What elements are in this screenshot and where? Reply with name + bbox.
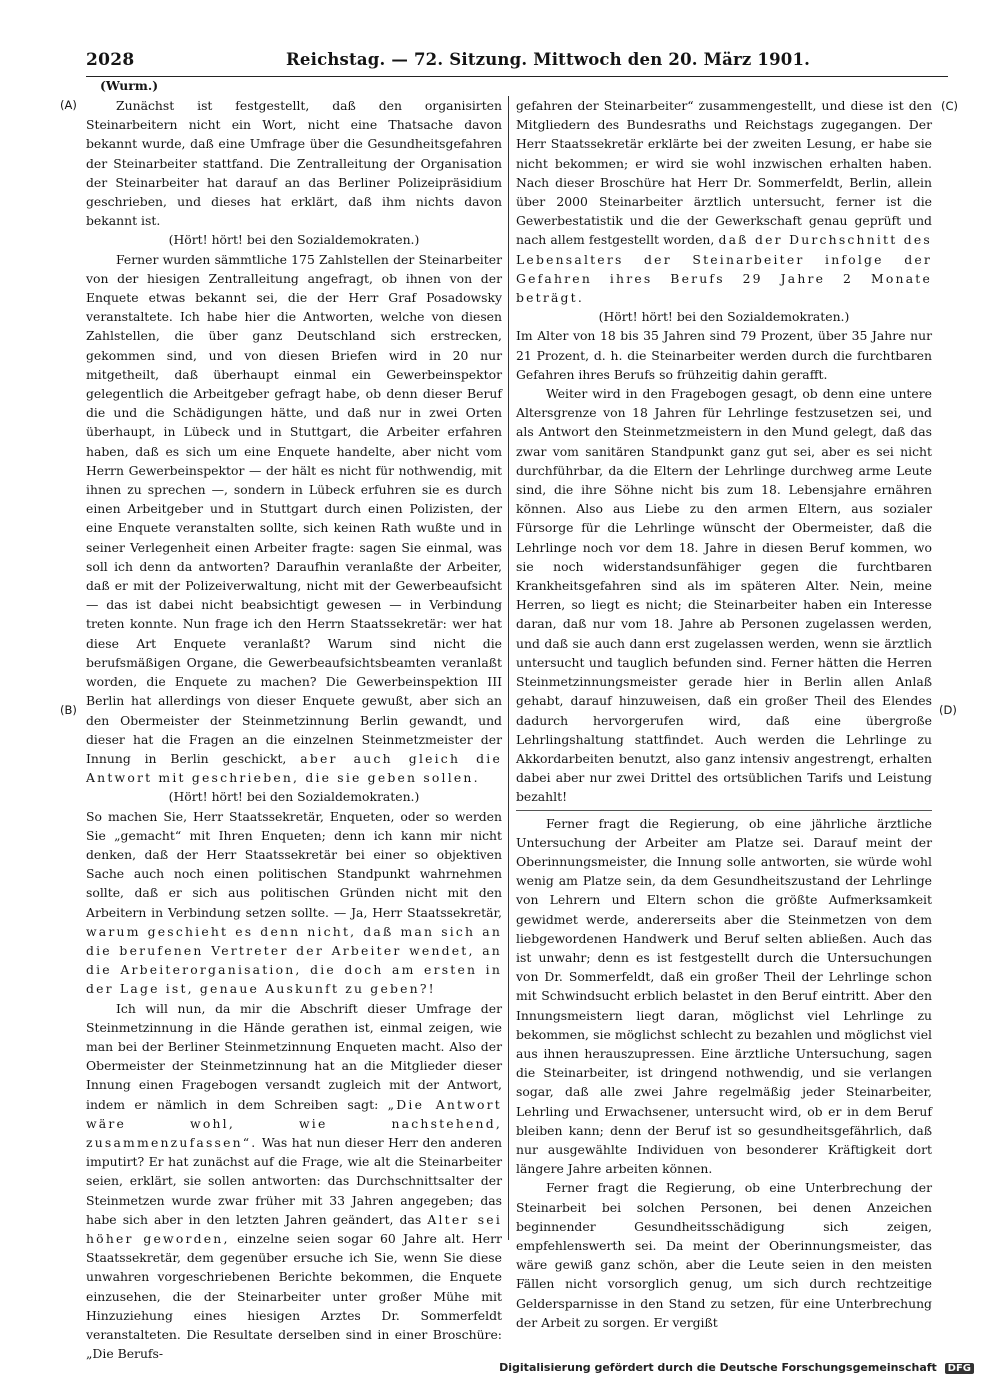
right-column (516, 96, 932, 1332)
margin-marker-d: (D) (939, 703, 957, 717)
paragraph-text: So machen Sie, Herr Staatssekretär, Enqueten, oder so werden Sie „gemacht“ mit Ihren Enqueten; denn ich kann mir nicht denken, daß der Herr Staatssekretär bei einer so objektiven Sache auch noch einen politischen Standpunkt wahrnehmen sollte, daß er sich aus politischen Gründen nicht mit den Arbeitern in Verbindung setzen sollte. — Ja, Herr Staatssekretär, (86, 808, 502, 920)
margin-marker-a: (A) (60, 98, 77, 112)
margin-marker-c: (C) (941, 99, 959, 113)
paragraph: Ferner fragt die Regierung, ob eine jährliche ärztliche Untersuchung der Arbeiter am Platze sei. Darauf meint der Oberinnungsmeister, die Innung solle antworten, sie würde wohl wenig am Platze sein, da dem Gesundheitszustand der Lehrlinge von Lehrern und Eltern schon die größte Aufmerksamkeit gewidmet werde, andererseits aber die Steinmetzen von dem liebgewordenen Handwerk und Beruf selten abließen. Auch das ist unwahr; denn es ist festgestellt durch die Untersuchungen von Dr. Sommerfeldt, daß ein großer Theil der Lehrlinge schon mit Schwindsucht erblich belastet in den Beruf eintritt. Aber den Innungsmeistern liegt daran, möglichst viel Lehrlinge zu bekommen, sie möglichst schlecht zu bezahlen und möglichst viel aus ihnen herauszupressen. Eine ärztliche Untersuchung, sagen die Steinarbeiter, ist dringend nothwendig, und sie verlangen sogar, daß alle zwei Jahre regelmäßig jeder Steinarbeiter, Lehrling und Erwachsener, untersucht wird, ob er in dem Beruf bleiben kann; denn der Beruf ist so gesundheitsgefährlich, daß nur ausgewählte Individuen von besonderer Kräftigkeit dort längere Jahre arbeiten können. (516, 815, 932, 1177)
column-divider (508, 96, 509, 1240)
paragraph: Zunächst ist festgestellt, daß den organisirten Steinarbeitern nicht ein Wort, nicht eine Thatsache davon bekannt wurde, daß eine Umfrage über die Gesundheitsgefahren der Steinarbeiter stattfand. Die Zentralleitung der Organisation der Steinarbeiter hat darauf an das Berliner Polizeipräsidium geschrieben, und dieses hat erklärt, daß ihm nichts davon bekannt ist. (86, 98, 502, 229)
paragraph-text: Ferner wurden sämmtliche 175 Zahlstellen der Steinarbeiter von der hiesigen Zentralleitung angefragt, ob ihnen von der Enquete etwas bekannt sei, die der Herr Graf Posadowsky veranstaltete. Ich habe hier die Antworten, welche von diesen Zahlstellen, die über ganz Deutschland sich erstrecken, gekommen sind, und von diesen Briefen wird in 20 nur mitgetheilt, daß überhaupt einmal ein Gewerbeinspektor gelegentlich die Arbeitgeber gefragt habe, ob denn dieser Beruf die und die Schädigungen hätte, und daß nur in zwei Orten überhaupt, in Lübeck und in Stuttgart, die Arbeiter erfahren haben, daß es sich um eine Enquete handelte, aber nicht vom Herrn Gewerbeinspektor — der hält es nicht für nothwendig, mit ihnen zu sprechen —, sondern in Lübeck erfuhren sie es durch einen Arbeitgeber und in Stuttgart durch einen Polizisten, der eine Enquete veranstalten sollte, sich keinen Rath wußte und in seiner Verlegenheit einen Arbeiter fragte: sagen Sie einmal, was soll ich denn da antworten? Daraufhin veranlaßte der Arbeiter, daß er mit der Polizeiverwaltung, nicht mit der Gewerbeaufsicht — das ist dabei nicht beabsichtigt gewesen — in Verbindung treten konnte. Nun frage ich den Herrn Staatssekretär: wer hat diese Art Enquete veranlaßt? Warum sind nicht die berufsmäßigen Organe, die Gewerbeaufsichtsbeamten veranlaßt worden, die Enquete zu machen? Die Gewerbeinspektion III Berlin hat allerdings von dieser Enquete gewußt, aber sich an den Obermeister der Steinmetzinnung Berlin gewandt, und dieser hat die Fragen an die einzelnen Steinmetzmeister der Innung in Berlin geschickt, (86, 251, 502, 766)
paragraph-text: Was hat nun dieser Herr den anderen imputirt? Er hat zunächst auf die Frage, wie alt die Steinarbeiter seien, erklärt, sie sollen antworten: das Durchschnittsalter der Steinmetzen wurde zwar früher mit 33 Jahren angegeben; das habe sich aber in den letzten Jahren geändert, das (86, 1134, 502, 1227)
footer-credit (499, 1361, 978, 1374)
running-title: Reichstag. — 72. Sitzung. Mittwoch den 20. März 1901. (286, 50, 811, 69)
paragraph (86, 807, 502, 999)
footer-text: Digitalisierung gefördert durch die Deutsche Forschungsgemeinschaft (499, 1361, 937, 1374)
paragraph: Weiter wird in den Fragebogen gesagt, ob denn eine untere Altersgrenze von 18 Jahren für Lehrlinge festzusetzen sei, und als Antwort den Steinmetzmeistern in den Mund gelegt, daß das zwar vom sanitären Standpunkt ganz gut sei, aber es sei nicht durchführbar, da die Eltern der Lehrlinge durchweg arme Leute sind, die ihre Söhne nicht bis zum 18. Lebensjahre ernähren können. Also aus Liebe zu den armen Eltern, aus sozialer Fürsorge für die Lehrlinge wünscht der Obermeister, daß die Lehrlinge noch vor dem 18. Jahre in diesen Beruf kommen, wo sie noch widerstandsunfähiger gegen die furchtbaren Krankheitsgefahren sind als im späteren Alter. Nein, meine Herren, so liegt es nicht; die Steinarbeiter haben ein Interesse daran, daß nur vom 18. Jahre ab Personen zugelassen werden, und daß sie auch dann erst zugelassen werden, wenn sie ärztlich untersucht und tauglich befunden sind. Ferner hätten die Herren Steinmetzinnungsmeister gerade hier in Berlin allen Anlaß gehabt, darauf hinzuweisen, daß ein großer Theil des Elendes dadurch hervorgerufen wird, daß eine übergroße Lehrlingshaltung stattfindet. Auch werden die Lehrlinge zu Akkordarbeiten benutzt, also ganz intensiv angestrengt, erhalten dabei aber nur zwei Drittel des ortsüblichen Tarifs und Leistung bezahlt! (516, 386, 932, 805)
emphasized-text: aber auch gleich die Antwort mit geschrieben, die sie geben sollen. (86, 750, 502, 786)
section-rule (516, 810, 932, 811)
paragraph (516, 96, 932, 307)
margin-marker-b: (B) (60, 703, 77, 717)
speaker-name: (Wurm.) (100, 78, 159, 93)
interjection: (Hört! hört! bei den Sozialdemokraten.) (168, 789, 420, 805)
interjection: (Hört! hört! bei den Sozialdemokraten.) (168, 232, 420, 248)
emphasized-text: „Die Antwort wäre wohl, wie nachstehend, zusammenzufassen“. (86, 1096, 502, 1150)
header-rule (86, 76, 948, 77)
paragraph-text: gefahren der Steinarbeiter“ zusammengestellt, und diese ist den Mitgliedern des Bundesraths und Reichstags zugegangen. Der Herr Staatssekretär erklärte bei der zweiten Lesung, er habe sie nicht bekommen; er wird sie wohl inzwischen erhalten haben. Nach dieser Broschüre hat Herr Dr. Sommerfeldt, Berlin, allein über 2000 Steinarbeiter ärztlich untersucht, ferner ist die Gewerbestatistik und die der Gewerkschaft genau geprüft und nach allem festgestellt worden, (516, 98, 932, 248)
paragraph: Ferner fragt die Regierung, ob eine Unterbrechung der Steinarbeit bei solchen Personen, bei denen Anzeichen beginnender Gesundheitsschädigung sich zeigen, empfehlenswerth sei. Da meint der Oberinnungsmeister, das wäre gewiß ganz schön, aber die Leute seien in den meisten Fällen nicht vorsorglich genug, um sich durch rechtzeitige Geldersparnisse in den Stand zu setzen, für eine Unterbrechung der Arbeit zu sorgen. Er vergißt (516, 1180, 932, 1330)
dfg-logo-icon: DFG (945, 1363, 974, 1374)
paragraph-text: Ich will nun, da mir die Abschrift dieser Umfrage der Steinmetzinnung in die Hände gerathen ist, einmal zeigen, wie man bei der Berliner Steinmetzinnung Enqueten macht. Also der Obermeister der Steinmetzinnung hat an die Mitglieder dieser Innung einen Fragebogen versandt zugleich mit der Antwort, indem er nämlich in dem Schreiben sagt: (86, 1000, 502, 1112)
emphasized-text: Alter sei höher geworden, (86, 1211, 502, 1246)
left-column (86, 96, 502, 1363)
page-header (86, 50, 948, 74)
paragraph-text: einzelne seien sogar 60 Jahre alt. Herr Staatssekretär, dem gegenüber ersuche ich Sie, wenn Sie diese unwahren vorgeschriebenen Berichte bekommen, die Enquete einzusehen, die der Steinarbeiter unter großer Mühe mit Hinzuziehung eines hiesigen Arztes Dr. Sommerfeldt veranstalteten. Die Resultate derselben sind in einer Broschüre: „Die Berufs- (86, 1230, 502, 1362)
page-number: 2028 (86, 50, 135, 70)
emphasized-text: warum geschieht es denn nicht, daß man sich an die berufenen Vertreter der Arbeiter wendet, an die Arbeiterorganisation, die doch am ersten in der Lage ist, genaue Auskunft zu geben?! (86, 923, 502, 997)
paragraph (86, 250, 502, 788)
paragraph: Im Alter von 18 bis 35 Jahren sind 79 Prozent, über 35 Jahre nur 21 Prozent, d. h. die Steinarbeiter werden durch die furchtbaren Gefahren ihres Berufs so frühzeitig dahin gerafft. (516, 328, 932, 382)
emphasized-text: daß der Durchschnitt des Lebensalters der Steinarbeiter infolge der Gefahren ihres Berufs 29 Jahre 2 Monate beträgt. (516, 232, 932, 306)
interjection: (Hört! hört! bei den Sozialdemokraten.) (598, 309, 850, 325)
paragraph (86, 999, 502, 1364)
